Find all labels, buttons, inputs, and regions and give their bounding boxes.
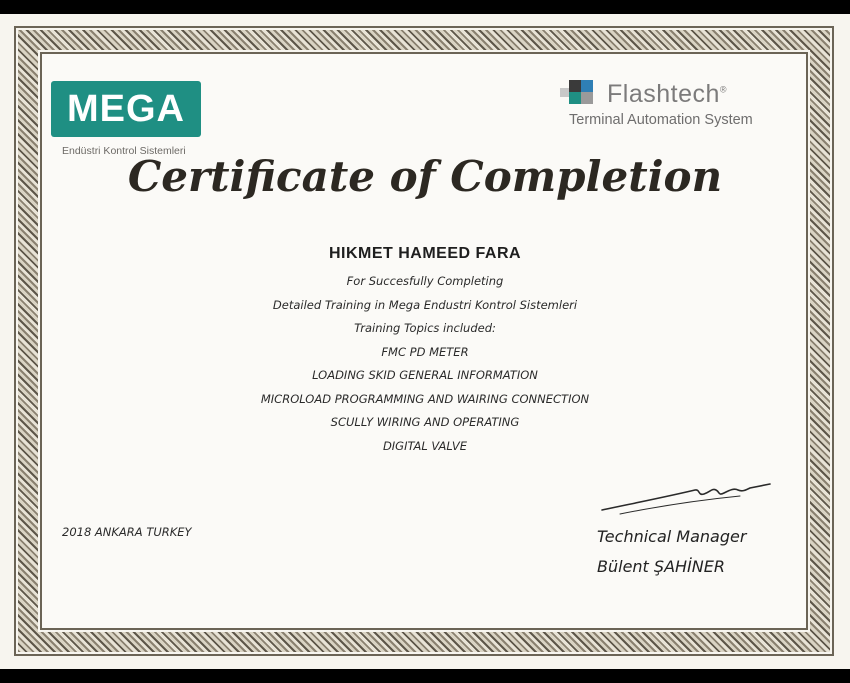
- certificate-text: [0, 270, 850, 458]
- certificate-title: Certificate of Completion: [127, 152, 723, 201]
- flashtech-logo-icon: [560, 80, 594, 104]
- registered-mark: ®: [719, 84, 728, 95]
- topic-item: SCULLY WIRING AND OPERATING: [330, 415, 520, 429]
- topic-item: FMC PD METER: [381, 344, 469, 359]
- signature: [600, 474, 775, 518]
- topics-heading: Training Topics included:: [354, 321, 496, 335]
- signatory-name: Bülent ŞAHİNER: [597, 557, 725, 576]
- mega-logo: [51, 81, 201, 137]
- recipient-name: HIKMET HAMEED FARA: [328, 245, 522, 262]
- mega-logo-subtitle: Endüstri Kontrol Sistemleri: [62, 145, 186, 157]
- completion-line: For Succesfully Completing: [346, 274, 504, 288]
- place-and-year: 2018 ANKARA TURKEY: [62, 525, 192, 539]
- training-line: Detailed Training in Mega Endustri Kontrol Sistemleri: [272, 297, 578, 312]
- mega-logo-text: MEGA: [67, 87, 185, 130]
- topic-item: MICROLOAD PROGRAMMING AND WAIRING CONNECTION: [260, 391, 590, 406]
- signatory-title: Technical Manager: [597, 527, 747, 546]
- flashtech-logo-subtitle: Terminal Automation System: [569, 112, 753, 128]
- topic-item: LOADING SKID GENERAL INFORMATION: [312, 368, 538, 382]
- flashtech-name-text: Flashtech: [607, 80, 720, 108]
- flashtech-logo-name: [607, 80, 727, 109]
- topic-item: DIGITAL VALVE: [382, 438, 468, 453]
